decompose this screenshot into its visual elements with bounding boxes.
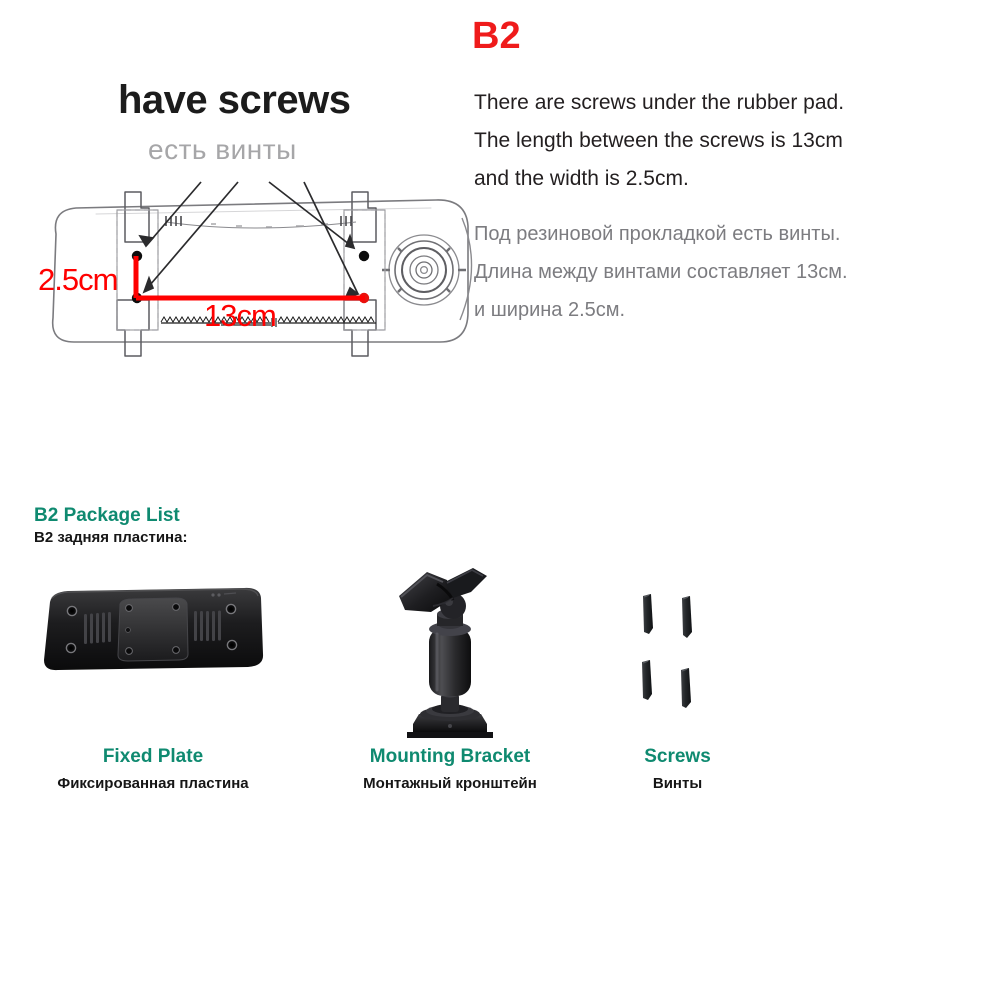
- dimension-label-length: 13cm: [204, 298, 276, 333]
- heading-russian: есть винты: [148, 134, 297, 165]
- screw-point-top-right: [359, 251, 369, 261]
- description-english: [474, 84, 974, 198]
- package-item-label-ru: Монтажный кронштейн: [363, 775, 537, 792]
- package-item-label-ru: Винты: [652, 775, 703, 792]
- mounting-bracket-image: [300, 566, 600, 742]
- package-item-fixed-plate: [3, 566, 303, 792]
- description-ru-line-2: Длина между винтами составляет 13см.: [474, 261, 848, 283]
- package-item-screws: [570, 566, 785, 792]
- package-item-label-ru: Фиксированная пластина: [57, 775, 249, 792]
- dimension-label-width: 2.5cm: [38, 262, 118, 297]
- heading-english: have screws: [118, 78, 351, 122]
- package-item-mounting-bracket: [300, 566, 600, 792]
- screws-image: [570, 566, 785, 742]
- fixed-plate-image: [3, 566, 303, 742]
- package-item-label-en: Fixed Plate: [102, 746, 204, 767]
- description-ru-line-1: Под резиновой прокладкой есть винты.: [474, 223, 841, 245]
- package-list-title-russian: B2 задняя пластина:: [34, 529, 188, 546]
- description-en-line-3: and the width is 2.5cm.: [474, 167, 689, 190]
- package-list-title-english: B2 Package List: [34, 505, 180, 526]
- model-badge: B2: [472, 15, 521, 57]
- description-russian: [474, 215, 984, 329]
- description-en-line-1: There are screws under the rubber pad.: [474, 91, 845, 114]
- description-ru-line-3: и ширина 2.5см.: [474, 299, 626, 321]
- package-item-label-en: Mounting Bracket: [369, 746, 531, 767]
- package-item-label-en: Screws: [644, 746, 711, 767]
- description-en-line-2: The length between the screws is 13cm: [474, 129, 843, 152]
